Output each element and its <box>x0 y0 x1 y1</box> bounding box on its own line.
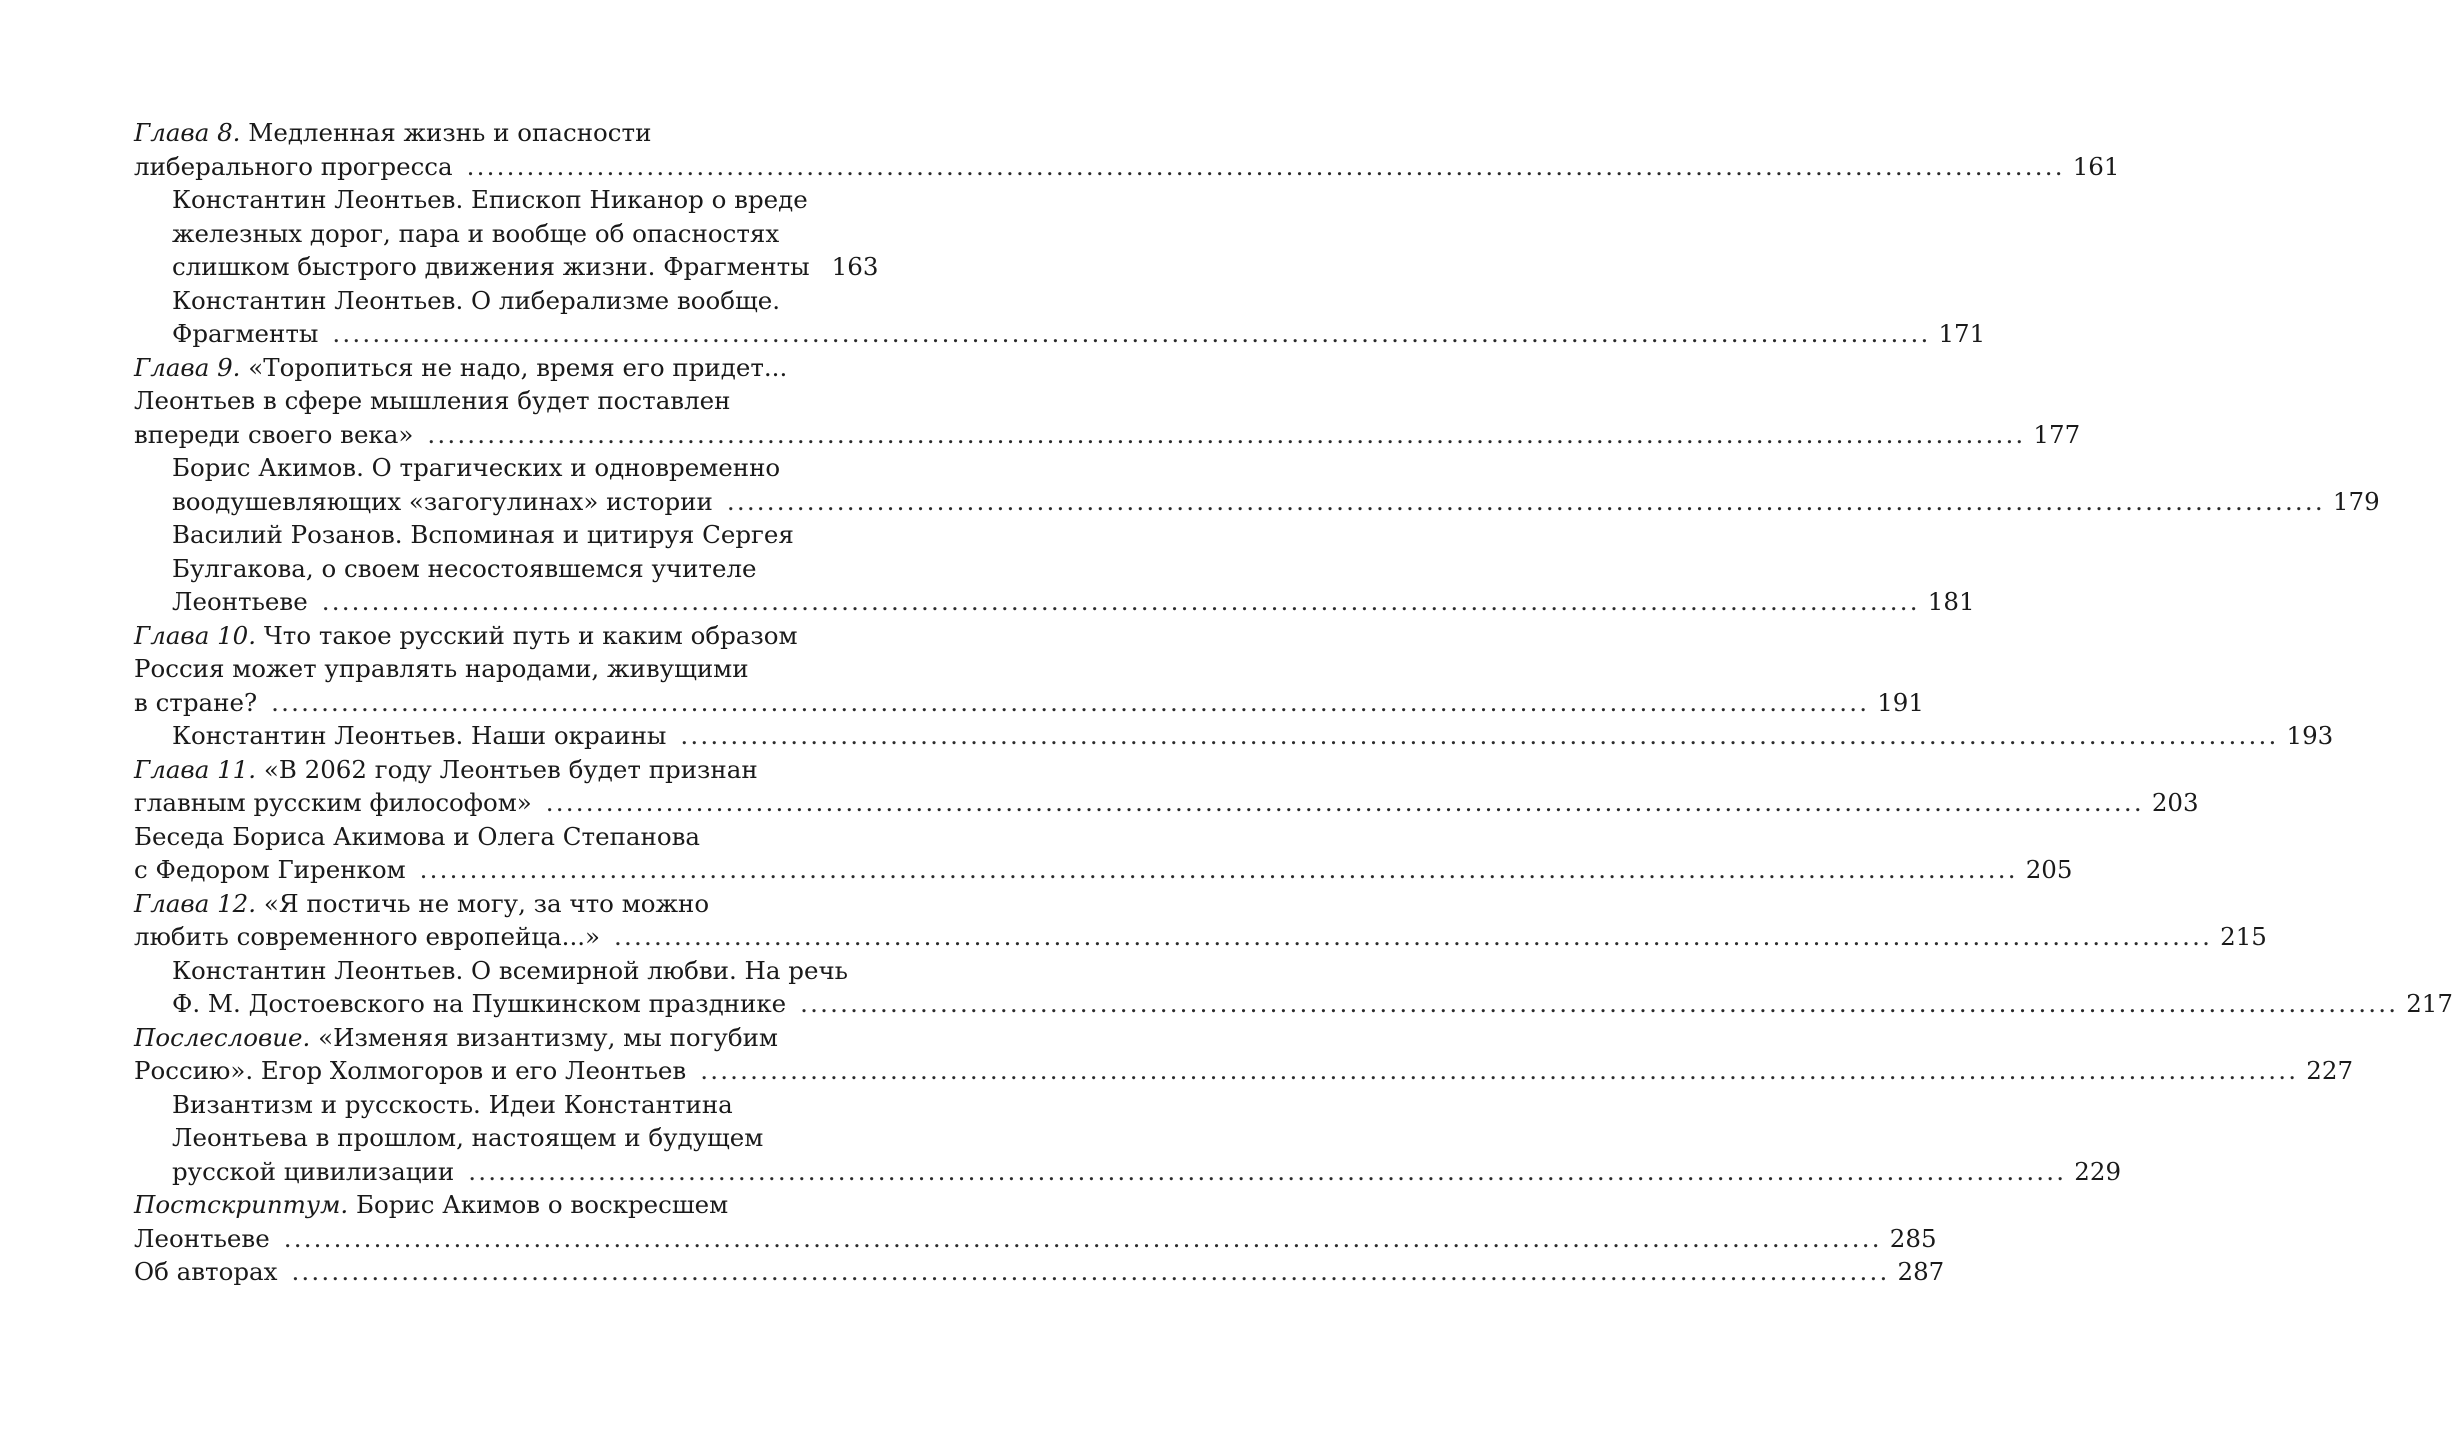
dot-leader <box>284 1222 1882 1256</box>
toc-ch9-sub1-line-1: Борис Акимов. О трагических и одновременно <box>172 453 781 482</box>
toc-ch11-conv-line-1: Беседа Бориса Акимова и Олега Степанова <box>134 821 700 851</box>
toc-ch9-sub1-page: 179 <box>2332 486 2380 516</box>
toc-ch8-line-2 <box>134 150 2120 184</box>
toc-ch12-sub1-line-1: Константин Леонтьев. О всемирной любви. На речь <box>172 955 849 985</box>
toc-ch9-sub1-line-2 <box>134 485 2380 519</box>
toc-ch8-sub2-page: 171 <box>1938 319 1986 348</box>
dot-leader <box>322 585 1920 619</box>
toc-ch10-line-1 <box>134 619 862 653</box>
toc-ch12-sub1-line-2 <box>134 987 2453 1021</box>
toc-authors-page: 287 <box>1897 1257 1945 1286</box>
toc-ch11-conv-page: 205 <box>2025 855 2073 884</box>
toc-ch8-page: 161 <box>2072 151 2120 181</box>
toc-afterword-title-2: Россию». Егор Холмогоров и его Леонтьев <box>134 1056 687 1085</box>
toc-ch9-line-3 <box>134 418 2081 452</box>
toc-ch9-line-1 <box>134 351 862 385</box>
dot-leader <box>420 853 2018 887</box>
dot-leader <box>332 317 1930 351</box>
toc-ch10-sub1-line-1 <box>134 719 2334 753</box>
toc-ch9-title-1: «Торопиться не надо, время его придет... <box>240 352 788 382</box>
toc-ch11-line-2 <box>134 786 2199 820</box>
toc-ch11-title-1: «В 2062 году Леонтьев будет признан <box>256 754 758 784</box>
toc-ch9-sub2-line-1: Василий Розанов. Вспоминая и цитируя Сергея <box>172 520 794 549</box>
toc-ch12-label: Глава 12. <box>134 888 257 918</box>
toc-afterword-title-1: «Изменяя византизму, мы погубим <box>310 1022 778 1052</box>
toc-ch8-label: Глава 8. <box>134 118 241 147</box>
toc-ch11-title-2: главным русским философом» <box>134 788 532 817</box>
toc-ch8-title-1: Медленная жизнь и опасности <box>240 118 652 147</box>
toc-ch8-sub1-line-2: железных дорог, пара и вообще об опасностях <box>172 218 780 248</box>
toc-ch12-page: 215 <box>2220 922 2267 951</box>
toc-afterword-line-1 <box>134 1021 862 1055</box>
toc-ch12-title-1: «Я постичь не могу, за что можно <box>256 888 710 918</box>
toc-postscript-page: 285 <box>1889 1223 1937 1253</box>
dot-leader <box>546 786 2144 820</box>
dot-leader <box>700 1054 2298 1088</box>
toc-ch9-sub2-page: 181 <box>1927 587 1975 616</box>
dot-leader <box>727 485 2325 519</box>
dot-leader <box>467 150 2065 184</box>
toc-postscript-line-1 <box>134 1188 862 1222</box>
toc-postscript-label: Постскриптум. <box>134 1190 349 1219</box>
dot-leader <box>291 1255 1889 1289</box>
dot-leader <box>427 418 2025 452</box>
dot-leader <box>680 719 2278 753</box>
toc-ch9-page: 177 <box>2033 419 2081 449</box>
toc-ch10-title-3: в стране? <box>134 687 258 717</box>
dot-leader <box>614 920 2212 954</box>
toc-ch12-line-1 <box>134 887 862 921</box>
toc-authors-line-1 <box>134 1255 1945 1289</box>
toc-ch11-page: 203 <box>2151 788 2199 817</box>
toc-ch10-page: 191 <box>1877 687 1924 717</box>
toc-ch8-sub2-line-2 <box>134 317 1986 351</box>
toc-ch9-sub1-title-2: воодушевляющих «загогулинах» истории <box>172 486 713 516</box>
toc-ch11-conv-line-2 <box>134 853 2073 887</box>
toc-afterword-page: 227 <box>2306 1056 2354 1085</box>
toc-postscript-title-2: Леонтьеве <box>134 1223 270 1253</box>
toc-ch9-title-3: впереди своего века» <box>134 419 414 449</box>
toc-ch8-line-1 <box>134 116 862 150</box>
toc-ch12-title-2: любить современного европейца...» <box>134 922 601 951</box>
toc-ch9-label: Глава 9. <box>134 352 241 382</box>
toc-postscript-line-2 <box>134 1222 1937 1256</box>
toc-ch12-sub1-title-2: Ф. М. Достоевского на Пушкинском празднике <box>172 989 787 1018</box>
toc-ch8-title-2: либерального прогресса <box>134 151 453 181</box>
toc-ch11-line-1 <box>134 753 862 787</box>
toc-ch10-title-1: Что такое русский путь и каким образом <box>256 620 798 650</box>
toc-ch8-sub2-line-1: Константин Леонтьев. О либерализме вообще. <box>172 285 781 315</box>
toc-ch10-label: Глава 10. <box>134 620 257 650</box>
toc-ch10-sub1-page: 193 <box>2286 721 2334 750</box>
table-of-contents <box>134 116 2453 1289</box>
toc-ch10-line-3 <box>134 686 1924 720</box>
toc-ch8-sub2-title-2: Фрагменты <box>172 319 319 348</box>
toc-afterword-label: Послесловие. <box>134 1022 311 1052</box>
toc-ch8-sub1-line-1: Константин Леонтьев. Епископ Никанор о вреде <box>172 185 808 214</box>
toc-ch12-line-2 <box>134 920 2267 954</box>
dot-leader <box>271 686 1869 720</box>
toc-ch9-sub2-title-3: Леонтьеве <box>172 587 308 616</box>
toc-ch11-conv-title-2: с Федором Гиренком <box>134 855 406 884</box>
toc-afterword-sub1-page: 229 <box>2074 1156 2122 1186</box>
toc-ch10-line-2: Россия может управлять народами, живущими <box>134 654 749 683</box>
toc-afterword-sub1-line-3 <box>134 1155 2122 1189</box>
toc-ch9-line-2: Леонтьев в сфере мышления будет поставлен <box>134 386 731 415</box>
toc-ch12-sub1-page: 217 <box>2406 989 2453 1018</box>
toc-afterword-sub1-line-2: Леонтьева в прошлом, настоящем и будущем <box>172 1123 764 1152</box>
toc-afterword-sub1-line-1: Византизм и русскость. Идеи Константина <box>172 1089 733 1119</box>
toc-postscript-title-1: Борис Акимов о воскресшем <box>348 1190 729 1219</box>
dot-leader <box>800 987 2398 1021</box>
toc-authors-title: Об авторах <box>134 1257 278 1286</box>
toc-afterword-sub1-title-3: русской цивилизации <box>172 1156 455 1186</box>
toc-ch8-sub1-line-3 <box>134 250 879 284</box>
toc-ch11-label: Глава 11. <box>134 754 257 784</box>
toc-ch8-sub1-title-3: слишком быстрого движения жизни. Фрагменты <box>172 252 810 281</box>
toc-afterword-line-2 <box>134 1054 2354 1088</box>
toc-ch10-sub1-title-1: Константин Леонтьев. Наши окраины <box>172 721 667 750</box>
toc-ch9-sub2-line-3 <box>134 585 1975 619</box>
toc-ch9-sub2-line-2: Булгакова, о своем несостоявшемся учителе <box>172 553 757 583</box>
dot-leader <box>468 1155 2066 1189</box>
toc-ch8-sub1-page: 163 <box>831 252 879 281</box>
